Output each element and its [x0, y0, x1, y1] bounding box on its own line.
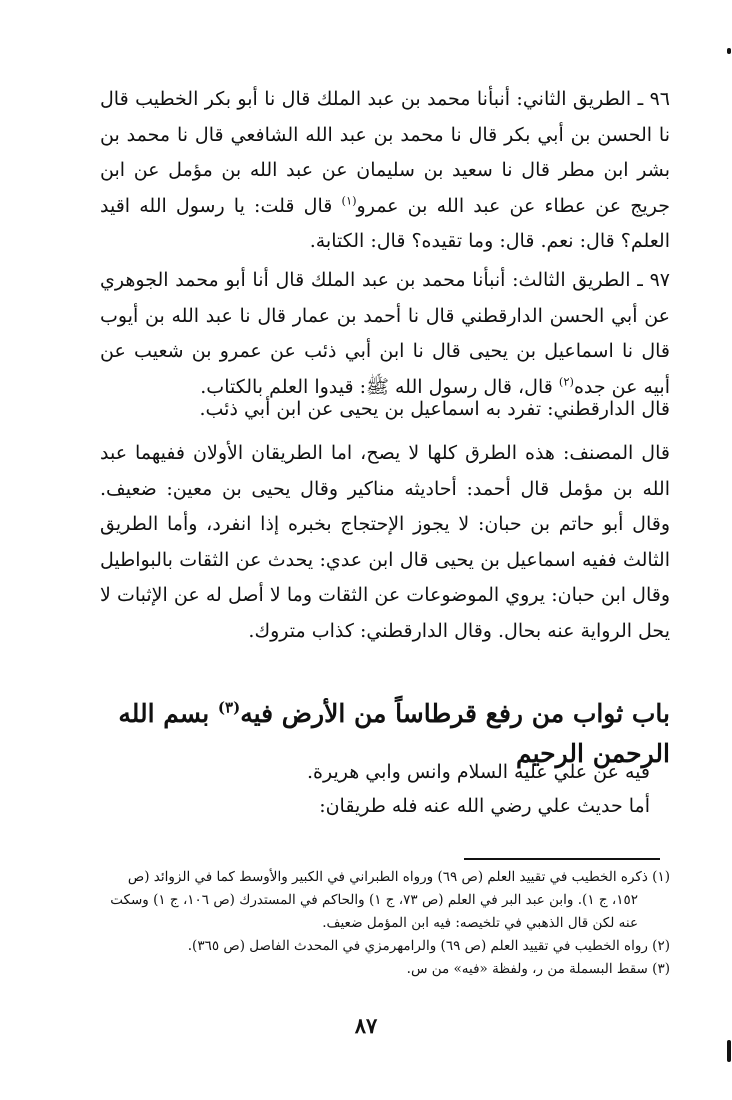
margin-mark-bottom — [727, 1040, 731, 1062]
hadith-text-continued: قال قلت: يا رسول الله اقيد العلم؟ قال: نعم. قال: وما تقيده؟ قال: الكتابة. — [100, 194, 670, 252]
hadith-text-continued: قال، قال رسول الله ﷺ: قيدوا العلم بالكتاب. — [200, 375, 553, 398]
footnote-2 — [100, 935, 670, 958]
hadith-text: الطريق الثاني: أنبأنا محمد بن عبد الملك قال نا أبو بكر الخطيب قال نا الحسن بن أبي بكر قال نا محمد بن عبد الله الشافعي قال نا محمد بن بشر ابن مطر قال نا سعيد بن سليمان عن عبد الله بن مؤمل عن ابن جريج عن عطاء عن عبد الله بن عمرو — [100, 88, 671, 217]
chapter-intro — [100, 755, 670, 823]
footnote-divider — [464, 858, 660, 860]
footnote-ref-3: (٣) — [217, 698, 241, 717]
author-comment: قال المصنف: هذه الطرق كلها لا يصح، اما الطريقان الأولان ففيهما عبد الله بن مؤمل قال أحمد: أحاديثه مناكير وقال يحيى بن معين: ضعيف. وقال أبو حاتم بن حبان: لا يجوز الإحتجاج بخبره إذا انفرد، وأما الطريق الثالث ففيه اسماعيل بن يحيى قال ابن عدي: يحدث عن الثقات بالبواطيل وقال ابن حبان: يروي الموضوعات عن الثقات وما لا أصل له عن الإثبات لا يحل الرواية عنه بحال. وقال الدارقطني: كذاب متروك. — [100, 442, 670, 642]
daraqutni-quote: قال الدارقطني: تفرد به اسماعيل بن يحيى عن ابن أبي ذئب. — [199, 398, 670, 420]
intro-line-2: أما حديث علي رضي الله عنه فله طريقان: — [319, 795, 650, 817]
footnote-3 — [100, 958, 670, 981]
hadith-text: الطريق الثالث: أنبأنا محمد بن عبد الملك قال أنا أبو محمد الجوهري عن أبي الحسن الدارقطني قال نا أحمد بن عمار قال نا عبد الله بن أيوب قال نا اسماعيل بن يحيى قال نا ابن أبي ذئب عن عمرو بن شعيب عن أبيه عن جده — [100, 269, 670, 398]
footnote-ref-1: (١) — [341, 193, 357, 208]
footnote-text: ذكره الخطيب في تقييد العلم (ص ٦٩) ورواه الطبراني في الكبير والأوسط كما في الزوائد (ص ١٥٢، ج ١). وابن عبد البر في العلم (ص ٧٣، ج ١) والحاكم في المستدرك (ص ١٠٦، ج ١) وسكت عنه لكن قال الذهبي في تلخيصه: فيه ابن المؤمل ضعيف. — [110, 869, 648, 931]
footnote-ref-2: (٢) — [558, 374, 574, 389]
hadith-96 — [100, 82, 670, 260]
footnote-text: سقط البسملة من ر، ولفظة «فيه» من س. — [406, 961, 648, 977]
footnote-1 — [100, 866, 670, 935]
page-number: ٨٧ — [354, 1013, 378, 1038]
margin-mark-top — [727, 48, 731, 54]
intro-line-1: فيه عن علي عليه السلام وانس وابي هريرة. — [306, 761, 650, 783]
footnotes — [100, 866, 670, 981]
hadith-number: ٩٦ ـ — [637, 88, 671, 110]
footnote-text: رواه الخطيب في تقييد العلم (ص ٦٩) والرامهرمزي في المحدث الفاصل (ص ٣٦٥). — [187, 938, 648, 954]
basmala: بسم الله الرحمن الرحيم — [118, 699, 670, 768]
footnote-marker: (٢) — [652, 938, 670, 954]
chapter-title: باب ثواب من رفع قرطاساً من الأرض فيه — [240, 699, 670, 728]
hadith-97 — [100, 263, 670, 405]
footnote-marker: (١) — [652, 869, 670, 885]
footnote-marker: (٣) — [652, 961, 670, 977]
hadith-number: ٩٧ ـ — [637, 269, 670, 291]
